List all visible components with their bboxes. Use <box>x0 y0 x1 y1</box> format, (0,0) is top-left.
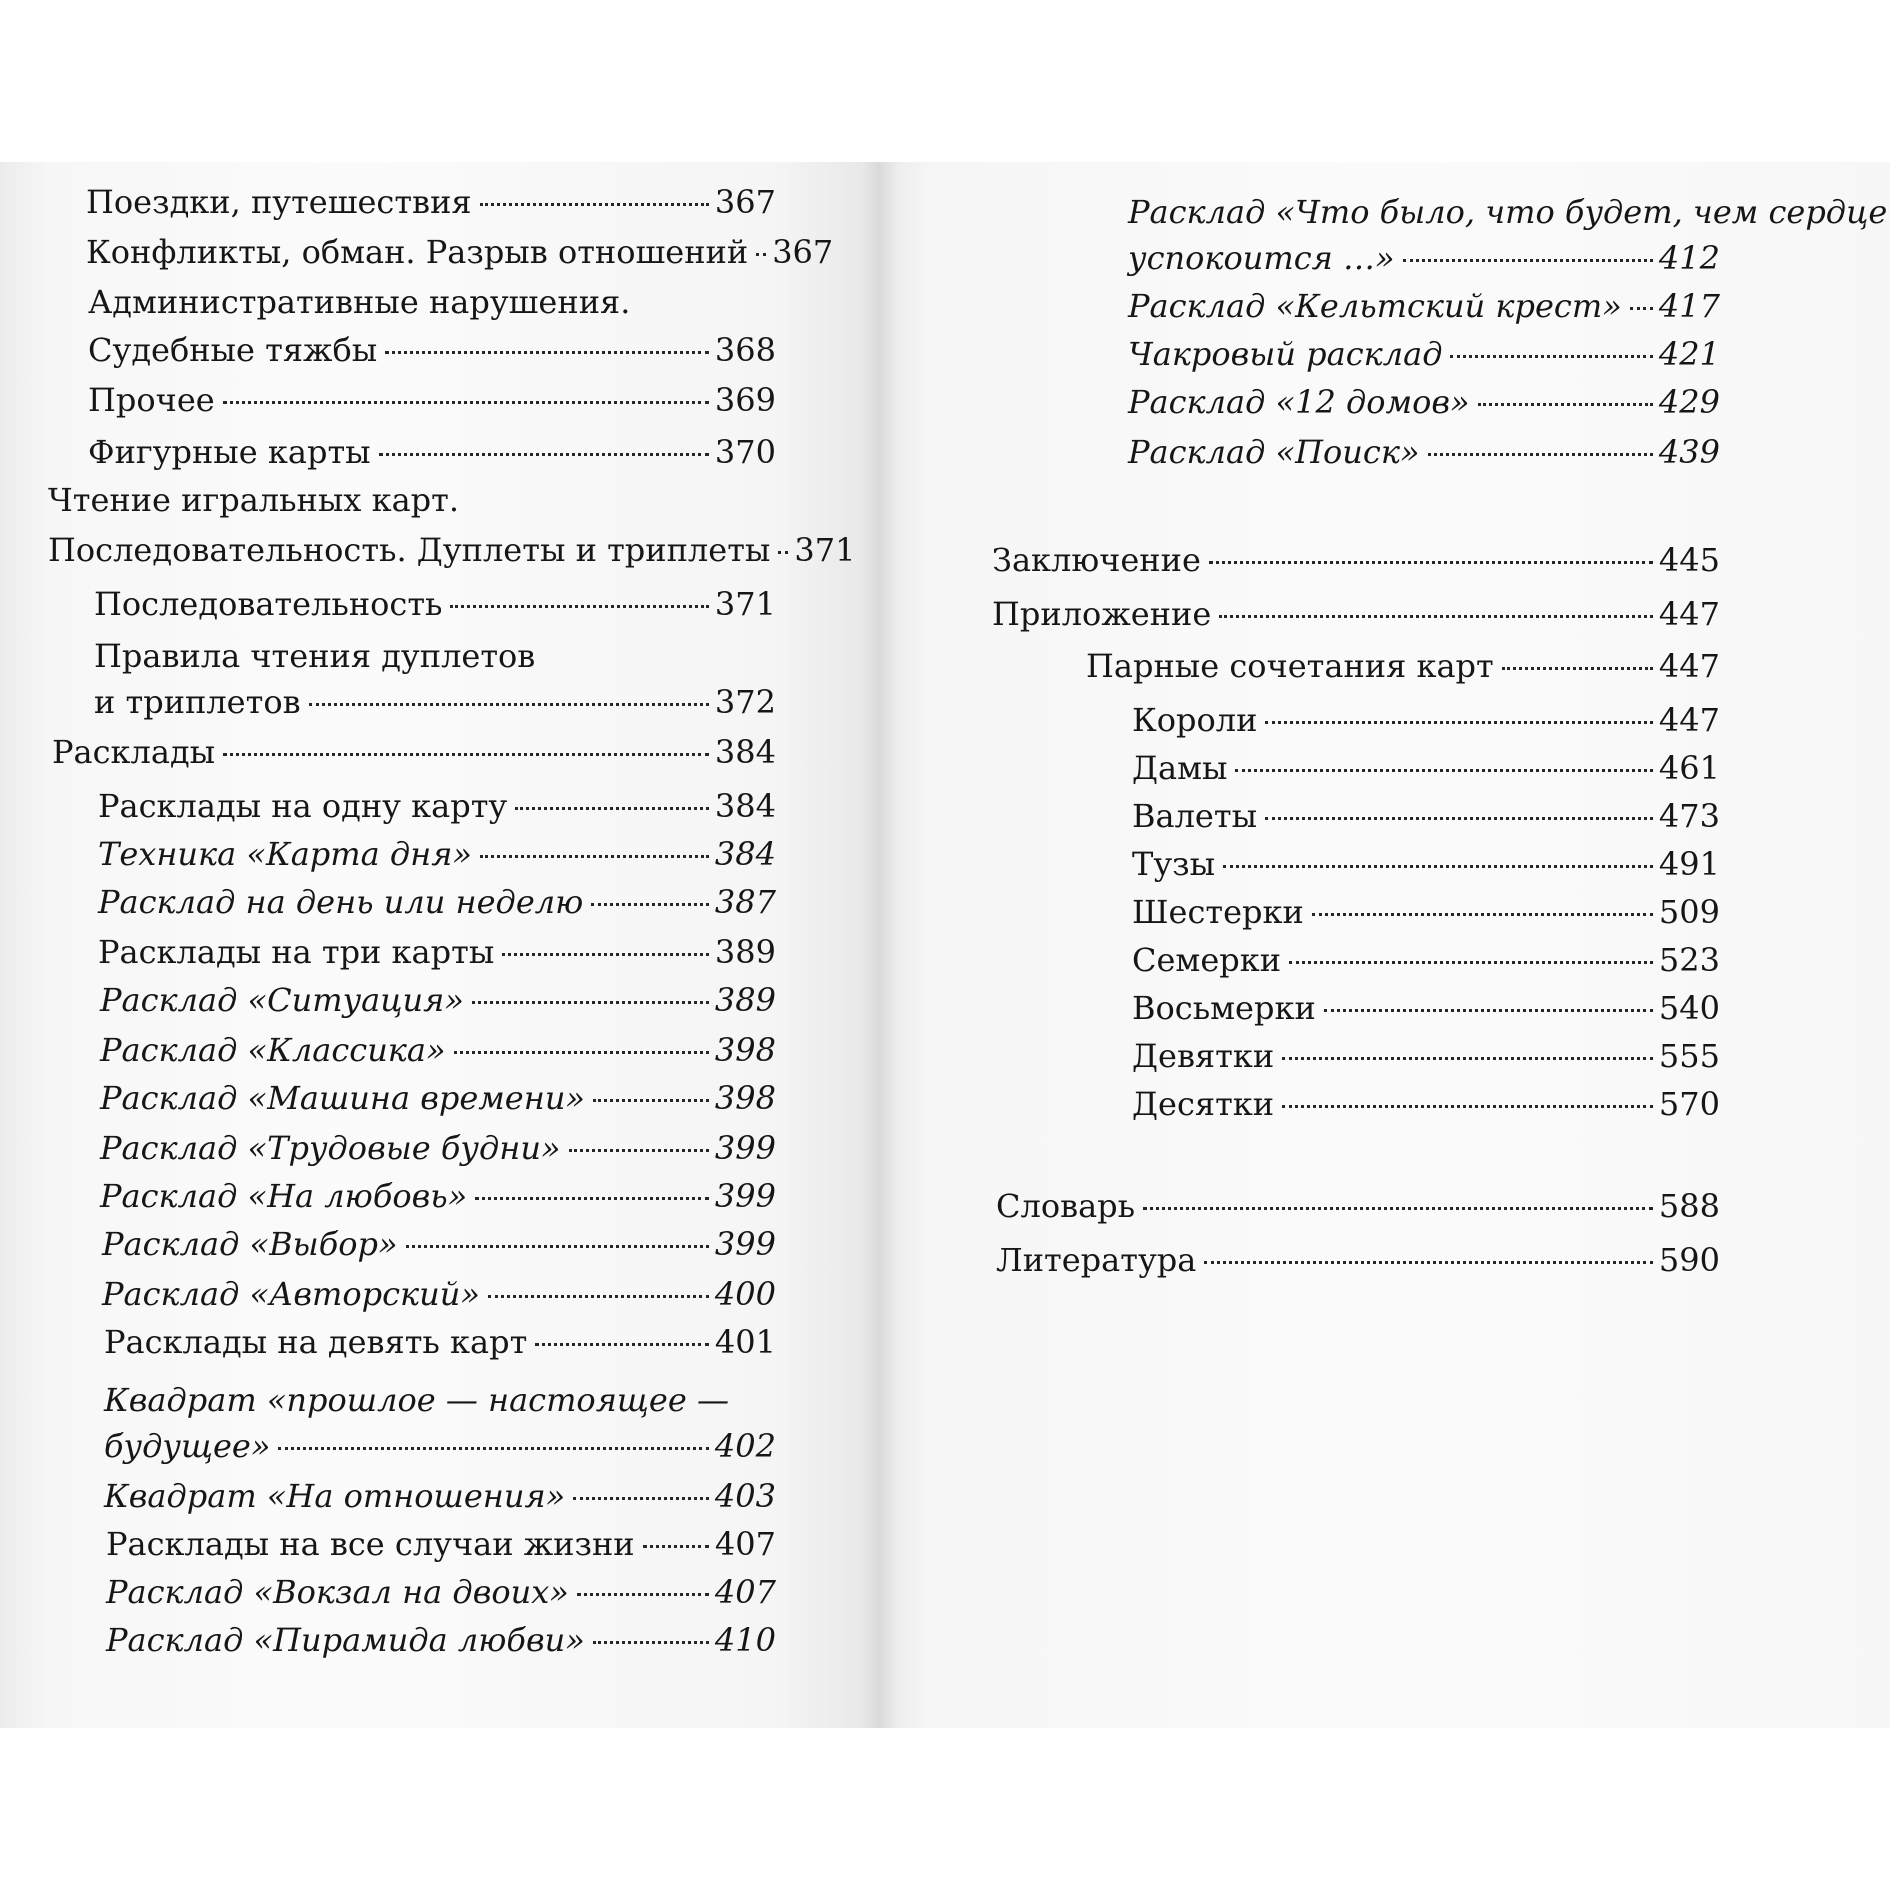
toc-entry-title: Расклад «Классика» <box>100 1031 446 1069</box>
toc-entry-title: Девятки <box>1132 1037 1275 1075</box>
toc-entry-page: 429 <box>1658 383 1720 421</box>
toc-entry-page: 445 <box>1658 541 1720 579</box>
toc-entry-title: Расклад «На любовь» <box>100 1177 468 1215</box>
toc-entry-page: 447 <box>1658 595 1720 633</box>
toc-entry-title: Конфликты, обман. Разрыв отношений <box>86 233 749 271</box>
toc-entry[interactable] <box>992 594 1720 634</box>
toc-entry[interactable] <box>1128 334 1720 374</box>
dot-leader <box>1282 1057 1653 1060</box>
dot-leader <box>502 953 709 956</box>
toc-entry-heading[interactable]: Квадрат «прошлое — настоящее — <box>104 1381 729 1419</box>
dot-leader <box>454 1051 709 1054</box>
dot-leader <box>480 203 709 206</box>
toc-entry[interactable] <box>86 182 776 222</box>
toc-entry-page: 399 <box>714 1225 776 1263</box>
toc-entry-title: Расклад «Кельтский крест» <box>1128 287 1622 325</box>
toc-entry[interactable] <box>98 786 776 826</box>
toc-entry-page: 401 <box>714 1323 776 1361</box>
right-page <box>880 162 1890 1728</box>
toc-entry[interactable] <box>104 1426 776 1466</box>
dot-leader <box>475 1197 709 1200</box>
toc-entry-title: Расклады на три карты <box>98 933 495 971</box>
toc-entry[interactable] <box>1132 796 1720 836</box>
dot-leader <box>223 401 709 404</box>
dot-leader <box>573 1497 709 1500</box>
toc-entry-page: 403 <box>714 1477 776 1515</box>
dot-leader <box>643 1545 709 1548</box>
toc-entry-title: Расклад «Трудовые будни» <box>100 1129 561 1167</box>
toc-entry-title: Поездки, путешествия <box>86 183 472 221</box>
toc-entry-page: 367 <box>772 233 834 271</box>
toc-section-heading[interactable]: Чтение игральных карт. <box>48 481 459 519</box>
toc-entry-title: Расклад «Машина времени» <box>100 1079 585 1117</box>
toc-entry[interactable] <box>106 1620 776 1660</box>
toc-entry[interactable] <box>1132 1036 1720 1076</box>
toc-entry[interactable] <box>48 530 856 570</box>
dot-leader <box>1502 667 1653 670</box>
toc-entry-title: Валеты <box>1132 797 1258 835</box>
dot-leader <box>1265 721 1652 724</box>
toc-entry-page: 509 <box>1658 893 1720 931</box>
dot-leader <box>1428 453 1653 456</box>
book-gutter <box>862 162 898 1728</box>
toc-entry[interactable] <box>100 1030 776 1070</box>
toc-entry-page: 410 <box>714 1621 776 1659</box>
toc-entry-page: 384 <box>714 733 776 771</box>
toc-entry-title: Чакровый расклад <box>1128 335 1443 373</box>
dot-leader <box>1204 1261 1653 1264</box>
dot-leader <box>1143 1207 1653 1210</box>
toc-entry[interactable] <box>106 1572 776 1612</box>
toc-entry-page: 389 <box>714 981 776 1019</box>
toc-entry[interactable] <box>1086 646 1720 686</box>
toc-entry-title: Расклад «Поиск» <box>1128 433 1420 471</box>
dot-leader <box>569 1149 709 1152</box>
dot-leader <box>1403 259 1653 262</box>
toc-entry[interactable] <box>98 882 776 922</box>
toc-entry-title: Заключение <box>992 541 1201 579</box>
toc-entry-heading[interactable]: Правила чтения дуплетов <box>94 637 536 675</box>
toc-entry-title: Шестерки <box>1132 893 1304 931</box>
dot-leader <box>385 351 709 354</box>
toc-entry-page: 473 <box>1658 797 1720 835</box>
toc-entry-title: Расклад «12 домов» <box>1128 383 1470 421</box>
toc-entry-title: Парные сочетания карт <box>1086 647 1494 685</box>
toc-entry-page: 588 <box>1658 1187 1720 1225</box>
toc-entry[interactable] <box>1128 238 1720 278</box>
toc-entry-heading[interactable]: Административные нарушения. <box>88 283 631 321</box>
dot-leader <box>1265 817 1653 820</box>
toc-entry-page: 447 <box>1658 647 1720 685</box>
toc-entry[interactable] <box>98 932 776 972</box>
toc-entry[interactable] <box>1128 432 1720 472</box>
toc-entry[interactable] <box>88 330 776 370</box>
toc-entry-page: 523 <box>1658 941 1720 979</box>
dot-leader <box>778 551 788 554</box>
dot-leader <box>591 903 709 906</box>
toc-entry-title: Расклад на день или неделю <box>98 883 584 921</box>
dot-leader <box>309 703 709 706</box>
toc-entry[interactable] <box>86 232 834 272</box>
dot-leader <box>450 605 708 608</box>
toc-entry-title: Судебные тяжбы <box>88 331 378 369</box>
toc-entry-title: Расклад «Вокзал на двоих» <box>106 1573 569 1611</box>
toc-entry-page: 372 <box>714 683 776 721</box>
left-page <box>0 162 880 1728</box>
dot-leader <box>535 1343 709 1346</box>
toc-entry[interactable] <box>1132 988 1720 1028</box>
toc-entry-page: 540 <box>1658 989 1720 1027</box>
toc-entry-page: 461 <box>1658 749 1720 787</box>
toc-entry-page: 400 <box>714 1275 776 1313</box>
toc-entry-page: 407 <box>714 1525 776 1563</box>
toc-entry[interactable] <box>1132 844 1720 884</box>
toc-entry-title: Расклады на одну карту <box>98 787 508 825</box>
toc-entry-title: Фигурные карты <box>88 433 371 471</box>
dot-leader <box>1289 961 1653 964</box>
dot-leader <box>1209 561 1653 564</box>
toc-entry-title: Литература <box>996 1241 1197 1279</box>
toc-entry-page: 439 <box>1658 433 1720 471</box>
toc-entry-title: Техника «Карта дня» <box>98 835 472 873</box>
toc-entry-page: 402 <box>714 1427 776 1465</box>
toc-entry-page: 398 <box>714 1079 776 1117</box>
toc-entry-page: 491 <box>1658 845 1720 883</box>
toc-entry-page: 421 <box>1658 335 1720 373</box>
toc-entry-page: 399 <box>714 1177 776 1215</box>
toc-entry-title: Прочее <box>88 381 215 419</box>
toc-entry-page: 368 <box>714 331 776 369</box>
toc-entry[interactable] <box>1128 382 1720 422</box>
toc-entry-page: 384 <box>714 787 776 825</box>
toc-entry-title: Расклад «Ситуация» <box>100 981 464 1019</box>
dot-leader <box>1235 769 1652 772</box>
toc-entry-page: 389 <box>714 933 776 971</box>
toc-entry[interactable] <box>102 1224 776 1264</box>
dot-leader <box>406 1245 709 1248</box>
toc-entry-page: 590 <box>1658 1241 1720 1279</box>
dot-leader <box>379 453 709 456</box>
dot-leader <box>1223 865 1653 868</box>
toc-entry[interactable] <box>102 1274 776 1314</box>
toc-entry[interactable] <box>98 834 776 874</box>
toc-entry-title: Короли <box>1132 701 1258 739</box>
toc-entry-page: 371 <box>714 585 776 623</box>
toc-entry-page: 447 <box>1658 701 1720 739</box>
toc-entry-title: Десятки <box>1132 1085 1275 1123</box>
toc-entry-title: Расклад «Авторский» <box>102 1275 480 1313</box>
toc-entry-title: Расклады на все случаи жизни <box>106 1525 635 1563</box>
toc-entry[interactable] <box>94 682 776 722</box>
dot-leader <box>480 855 709 858</box>
dot-leader <box>278 1447 709 1450</box>
toc-entry-heading[interactable]: Расклад «Что было, что будет, чем сердце <box>1128 193 1888 231</box>
toc-entry-title: Расклад «Пирамида любви» <box>106 1621 585 1659</box>
toc-entry[interactable] <box>1132 700 1720 740</box>
toc-entry[interactable] <box>100 1128 776 1168</box>
toc-entry-title: и триплетов <box>94 683 301 721</box>
toc-entry-page: 371 <box>794 531 856 569</box>
toc-entry[interactable] <box>1128 286 1720 326</box>
toc-entry-title: Тузы <box>1132 845 1216 883</box>
toc-entry[interactable] <box>94 584 776 624</box>
toc-entry-title: Расклады <box>52 733 216 771</box>
toc-entry[interactable] <box>106 1524 776 1564</box>
toc-entry-title: Расклад «Выбор» <box>102 1225 398 1263</box>
toc-entry-title: Приложение <box>992 595 1212 633</box>
toc-entry-title: успокоится …» <box>1128 239 1395 277</box>
toc-entry-page: 387 <box>714 883 776 921</box>
dot-leader <box>223 753 709 756</box>
toc-entry[interactable] <box>104 1322 776 1362</box>
toc-entry-title: будущее» <box>104 1427 271 1465</box>
dot-leader <box>488 1295 709 1298</box>
dot-leader <box>577 1593 709 1596</box>
toc-entry-title: Восьмерки <box>1132 989 1316 1027</box>
toc-entry[interactable] <box>88 432 776 472</box>
dot-leader <box>593 1641 709 1644</box>
toc-entry-title: Квадрат «На отношения» <box>104 1477 566 1515</box>
toc-entry-page: 384 <box>714 835 776 873</box>
toc-entry[interactable] <box>100 1078 776 1118</box>
toc-entry-page: 367 <box>714 183 776 221</box>
toc-entry[interactable] <box>996 1240 1720 1280</box>
toc-entry[interactable] <box>1132 940 1720 980</box>
dot-leader <box>472 1001 709 1004</box>
dot-leader <box>1450 355 1652 358</box>
toc-entry-title: Последовательность <box>94 585 443 623</box>
toc-entry[interactable] <box>88 380 776 420</box>
toc-entry-page: 570 <box>1658 1085 1720 1123</box>
dot-leader <box>1282 1105 1653 1108</box>
toc-entry-page: 417 <box>1658 287 1720 325</box>
dot-leader <box>1630 307 1653 310</box>
toc-entry[interactable] <box>52 732 776 772</box>
toc-entry[interactable] <box>100 980 776 1020</box>
toc-entry-page: 369 <box>714 381 776 419</box>
toc-entry[interactable] <box>1132 1084 1720 1124</box>
toc-entry[interactable] <box>1132 892 1720 932</box>
toc-entry-page: 399 <box>714 1129 776 1167</box>
toc-entry[interactable] <box>992 540 1720 580</box>
toc-entry[interactable] <box>104 1476 776 1516</box>
toc-entry-title: Семерки <box>1132 941 1282 979</box>
toc-entry-page: 555 <box>1658 1037 1720 1075</box>
dot-leader <box>756 253 766 256</box>
toc-entry-page: 370 <box>714 433 776 471</box>
toc-entry-title: Расклады на девять карт <box>104 1323 528 1361</box>
toc-entry-page: 398 <box>714 1031 776 1069</box>
dot-leader <box>1312 913 1653 916</box>
toc-entry-page: 407 <box>714 1573 776 1611</box>
dot-leader <box>1324 1009 1653 1012</box>
toc-entry[interactable] <box>100 1176 776 1216</box>
toc-entry-page: 412 <box>1658 239 1720 277</box>
dot-leader <box>515 807 709 810</box>
toc-entry-title: Словарь <box>996 1187 1136 1225</box>
dot-leader <box>1219 615 1653 618</box>
dot-leader <box>593 1099 709 1102</box>
toc-entry[interactable] <box>996 1186 1720 1226</box>
toc-entry-title: Последовательность. Дуплеты и триплеты <box>48 531 771 569</box>
toc-entry[interactable] <box>1132 748 1720 788</box>
dot-leader <box>1478 403 1653 406</box>
toc-entry-title: Дамы <box>1132 749 1228 787</box>
